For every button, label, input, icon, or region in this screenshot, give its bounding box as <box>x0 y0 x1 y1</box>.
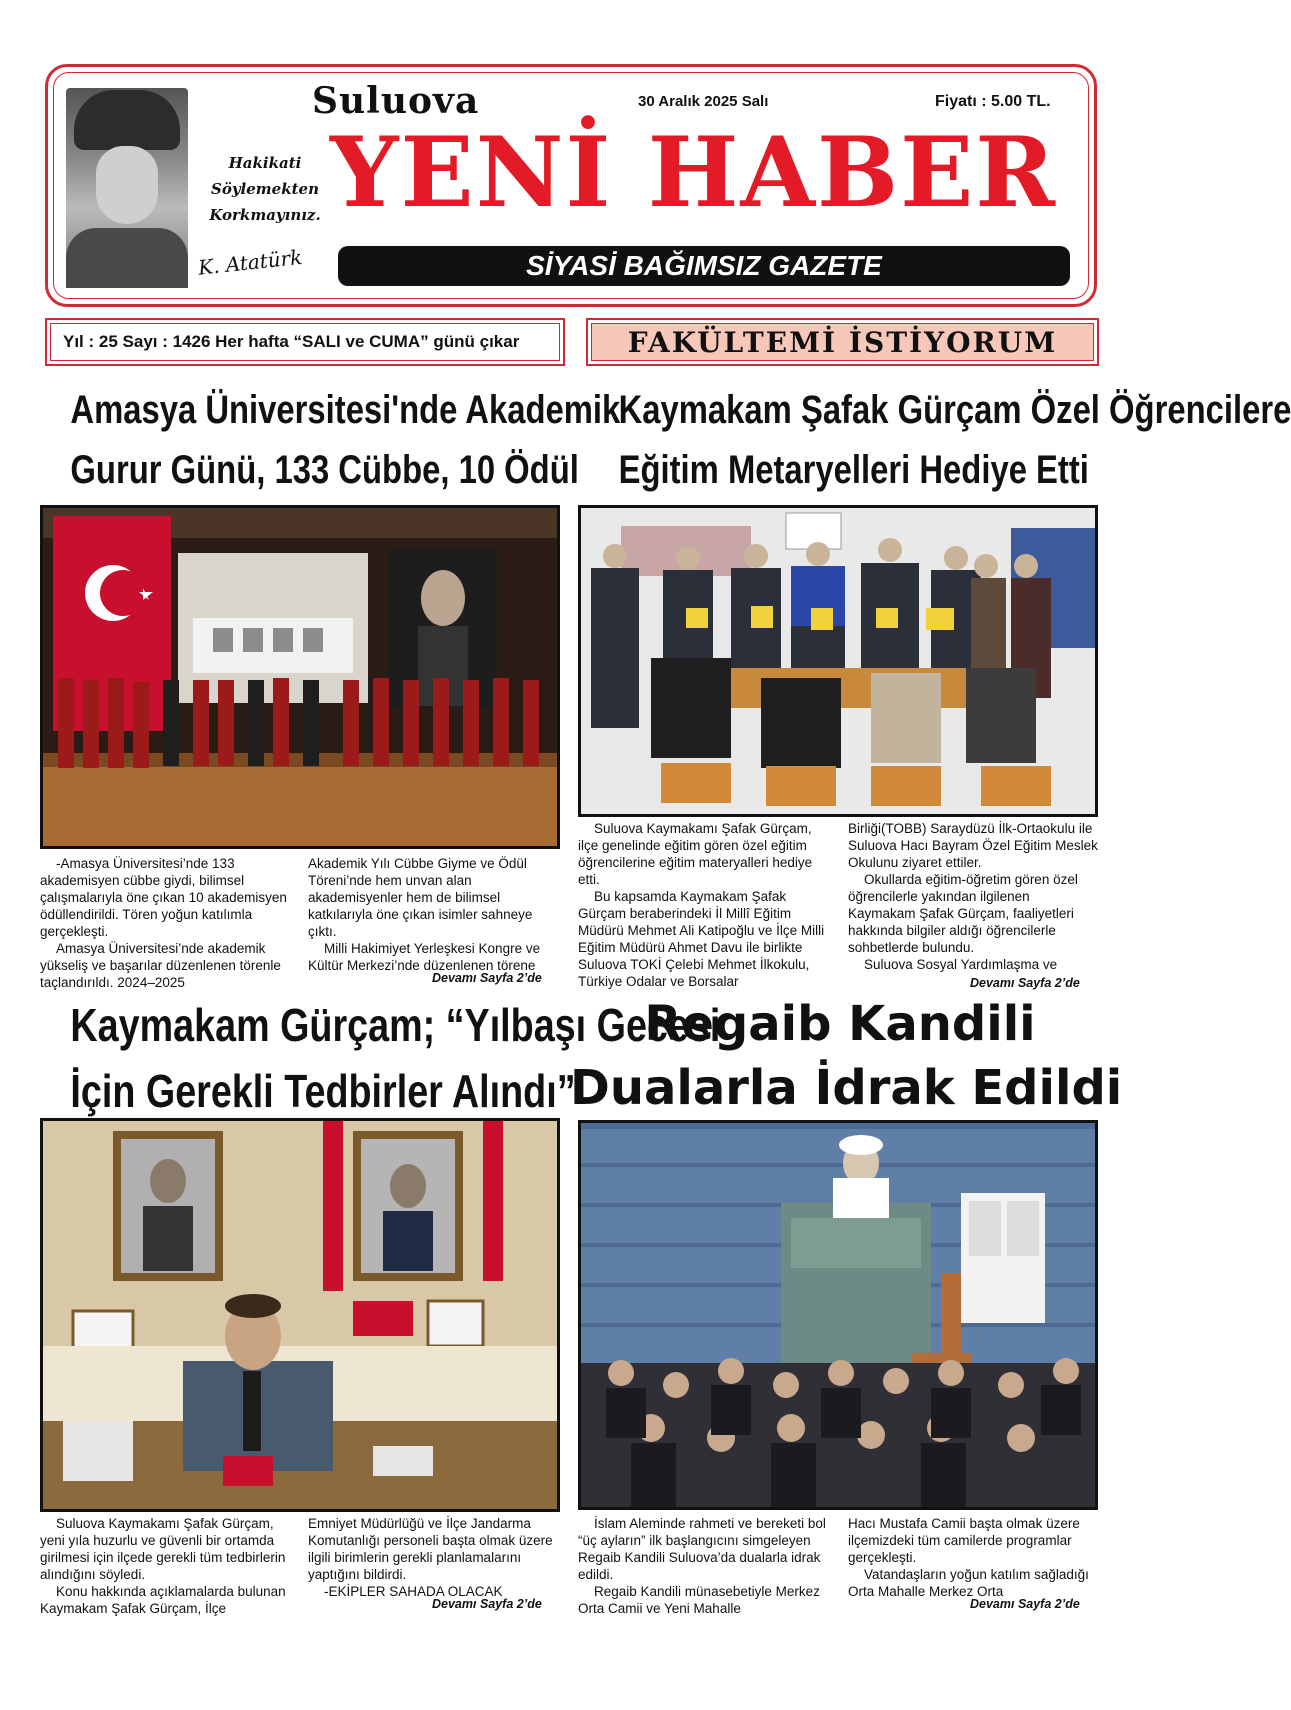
brand-small: Suluova <box>312 80 480 122</box>
article-4-col-1: İslam Aleminde rahmeti ve bereketi bol “üç ayların” ilk başlangıcını simgeleyen Regaib Kandili Suluova’da dualarla idrak edildi. Regaib Kandili münasebetiyle Merkez Orta Camii ve Yeni Mahalle <box>578 1516 826 1616</box>
article-1-headline[interactable]: Amasya Üniversitesi'nde Akademik Gurur Günü, 133 Cübbe, 10 Ödül <box>70 388 621 492</box>
issue-price: Fiyatı : 5.00 TL. <box>935 93 1051 110</box>
article-3-continue-link[interactable]: Devamı Sayfa 2’de <box>432 1597 542 1611</box>
article-1-photo[interactable] <box>40 505 560 849</box>
article-3-col-2: Emniyet Müdürlüğü ve İlçe Jandarma Komutanlığı personeli başta olmak üzere ilgili birimlerin gerekli planlamalarını yaptığını bildirdi. -EKİPLER SAHADA OLACAK <box>308 1516 553 1599</box>
article-4-photo[interactable] <box>578 1120 1098 1510</box>
article-4-headline[interactable]: Regaib Kandili Dualarla İdrak Edildi <box>570 996 1123 1116</box>
article-2-headline[interactable]: Kaymakam Şafak Gürçam Özel Öğrencilere Eğitim Metaryelleri Hediye Etti <box>618 388 1291 492</box>
campaign-banner <box>586 318 1099 366</box>
graduation-ceremony-image <box>43 508 557 846</box>
article-3-col-1: Suluova Kaymakamı Şafak Gürçam, yeni yıla huzurlu ve güvenli bir ortamda girilmesi için ilçede gerekli tüm tedbirlerin alındığını söyledi. Konu hakkında açıklamalarda bulunan Kaymakam Şafak Gürçam, İlçe <box>40 1516 286 1616</box>
district-governor-office-image <box>43 1121 557 1509</box>
campaign-banner-text: FAKÜLTEMİ İSTİYORUM <box>591 323 1094 361</box>
article-3-headline[interactable]: Kaymakam Gürçam; “Yılbaşı Gecesi İçin Gerekli Tedbirler Alındı” <box>70 999 721 1117</box>
article-4-col-2: Hacı Mustafa Camii başta olmak üzere ilçemizdeki tüm camilerde programlar gerçekleşti. Vatandaşların yoğun katılım sağladığı Orta Mahalle Merkez Orta <box>848 1516 1089 1599</box>
article-3-photo[interactable] <box>40 1118 560 1512</box>
ataturk-signature: K. Atatürk <box>197 244 304 280</box>
issue-info: Yıl : 25 Sayı : 1426 Her hafta “SALI ve CUMA” günü çıkar <box>50 323 560 361</box>
newspaper-logo: YENİ HABER <box>330 116 1058 229</box>
slogan-bar: SİYASİ BAĞIMSIZ GAZETE <box>338 246 1070 286</box>
article-4-continue-link[interactable]: Devamı Sayfa 2’de <box>970 1597 1080 1611</box>
article-2-photo[interactable] <box>578 505 1098 817</box>
ataturk-portrait <box>66 88 188 288</box>
classroom-visit-image <box>581 508 1095 814</box>
article-1-col-1: -Amasya Üniversitesi’nde 133 akademisyen cübbe giydi, bilimsel çalışmalarıyla öne çıkan 10 akademisyen ödüllendirildi. Tören yoğun katılımla gerçekleşti. Amasya Üniversitesi’nde akademik yükseliş ve başarılar düzenlenen törenle taçlandırıldı. 2024–2025 <box>40 856 287 990</box>
issue-info-box <box>45 318 565 366</box>
article-2-continue-link[interactable]: Devamı Sayfa 2’de <box>970 976 1080 990</box>
issue-date: 30 Aralık 2025 Salı <box>638 93 769 110</box>
article-1-continue-link[interactable]: Devamı Sayfa 2’de <box>432 971 542 985</box>
article-1-col-2: Akademik Yılı Cübbe Giyme ve Ödül Töreni’nde hem unvan alan akademisyenler hem de bilimsel katkılarıyla öne çıkan isimler sahneye çıktı. Milli Hakimiyet Yerleşkesi Kongre ve Kültür Merkezi’nde düzenlenen törene <box>308 856 541 973</box>
article-2-col-1: Suluova Kaymakamı Şafak Gürçam, ilçe genelinde eğitim gören özel eğitim öğrencilerine eğitim materyalleri hediye etti. Bu kapsamda Kaymakam Şafak Gürçam beraberindeki İl Millî Eğitim Müdürü Mehmet Ali Katipoğlu ve İlçe Milli Eğitim Müdürü Ahmet Davu ile birlikte Suluova TOKİ Çelebi Mehmet İlkokulu, Türkiye Odalar ve Borsalar <box>578 821 825 989</box>
masthead-motto: Hakikati Söylemekten Korkmayınız. <box>209 154 321 224</box>
article-2-col-2: Birliği(TOBB) Saraydüzü İlk-Ortaokulu ile Suluova Hacı Bayram Özel Eğitim Meslek Okulunu ziyaret ettiler. Okullarda eğitim-öğretim gören özel öğrencilerle yakından ilgilenen Kaymakam Şafak Gürçam, faaliyetleri hakkında bilgiler aldığı öğrencilerle sohbetlerde bulundu. Suluova Sosyal Yardımlaşma ve <box>848 821 1098 972</box>
mosque-prayer-image <box>581 1123 1095 1507</box>
